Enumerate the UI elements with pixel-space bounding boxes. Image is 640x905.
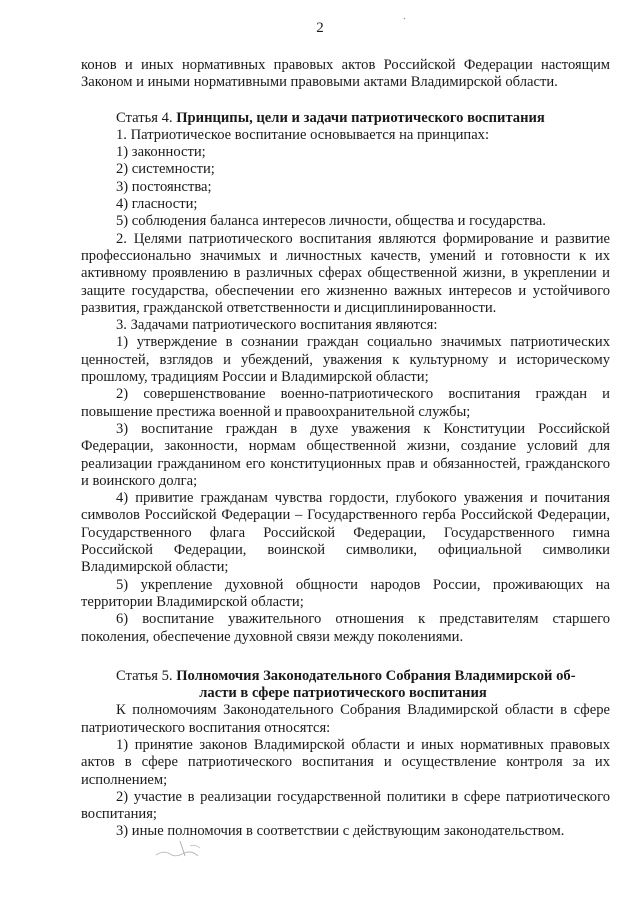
task-item: 3) воспитание граждан в духе уважения к Конституции Российской Федерации, законности, нормам общественной жизни, создание условий для реализации гражданином его конституционных прав и обязанностей, гражданского и воинского долга; bbox=[81, 420, 610, 489]
document-body bbox=[81, 57, 610, 841]
article-4-prefix: Статья 4. bbox=[116, 109, 177, 126]
article-4-p2: 2. Целями патриотического воспитания являются формирование и развитие профессионально значимых и личностных качеств, умений и готовности к их активному проявлению в различных сферах общественной жизни, в укреплении и защите государства, обеспечении его жизненно важных интересов и устойчивого развития, гражданской ответственности и дисциплинированности. bbox=[81, 230, 610, 316]
faint-signature-mark bbox=[150, 838, 210, 860]
task-item: 6) воспитание уважительного отношения к представителям старшего поколения, обеспечение духовной связи между поколениями. bbox=[81, 611, 610, 645]
task-item: 1) утверждение в сознании граждан социально значимых патриотических ценностей, взглядов и убеждений, уважения к культурному и историческому прошлому, традициям России и Владимирской области; bbox=[81, 334, 610, 386]
intro-paragraph: конов и иных нормативных правовых актов Российской Федерации настоящим Законом и иными нормативными правовыми актами Владимирской области. bbox=[81, 57, 610, 91]
article-5-prefix: Статья 5. bbox=[116, 667, 177, 684]
article-4-title: Принципы, цели и задачи патриотического воспитания bbox=[176, 109, 545, 126]
principle-item: 2) системности; bbox=[116, 161, 215, 178]
authority-item: 1) принятие законов Владимирской области и иных нормативных правовых актов в сфере патриотического воспитания и осуществление контроля за их исполнением; bbox=[81, 736, 610, 788]
page-number: 2 bbox=[316, 20, 324, 36]
article-4-p3-lead: 3. Задачами патриотического воспитания являются: bbox=[116, 317, 438, 334]
principle-item: 1) законности; bbox=[116, 144, 206, 161]
article-5-heading bbox=[81, 668, 610, 703]
principle-item: 4) гласности; bbox=[116, 196, 198, 213]
scan-speck bbox=[403, 17, 406, 20]
principle-item: 5) соблюдения баланса интересов личности, общества и государства. bbox=[116, 213, 546, 230]
authority-item: 3) иные полномочия в соответствии с действующим законодательством. bbox=[116, 823, 565, 840]
article-5-title-line2: ласти в сфере патриотического воспитания bbox=[199, 685, 487, 702]
article-5-title-line1: Полномочия Законодательного Собрания Владимирской об- bbox=[176, 667, 576, 684]
task-item: 5) укрепление духовной общности народов России, проживающих на территории Владимирской области; bbox=[81, 576, 610, 610]
principle-item: 3) постоянства; bbox=[116, 178, 212, 195]
task-item: 4) привитие гражданам чувства гордости, глубокого уважения и почитания символов Российской Федерации – Государственного герба Российской Федерации, Государственного флага Российской Федерации, Государственного гимна Российской Федерации, воинской символики, официальной символики Владимирской области; bbox=[81, 490, 610, 576]
article-4-p1-lead: 1. Патриотическое воспитание основывается на принципах: bbox=[116, 126, 490, 143]
task-item: 2) совершенствование военно-патриотического воспитания граждан и повышение престижа военной и правоохранительной службы; bbox=[81, 386, 610, 420]
article-4-heading bbox=[81, 110, 610, 127]
article-5-lead: К полномочиям Законодательного Собрания Владимирской области в сфере патриотического воспитания относятся: bbox=[81, 702, 610, 736]
authority-item: 2) участие в реализации государственной политики в сфере патриотического воспитания; bbox=[81, 788, 610, 823]
